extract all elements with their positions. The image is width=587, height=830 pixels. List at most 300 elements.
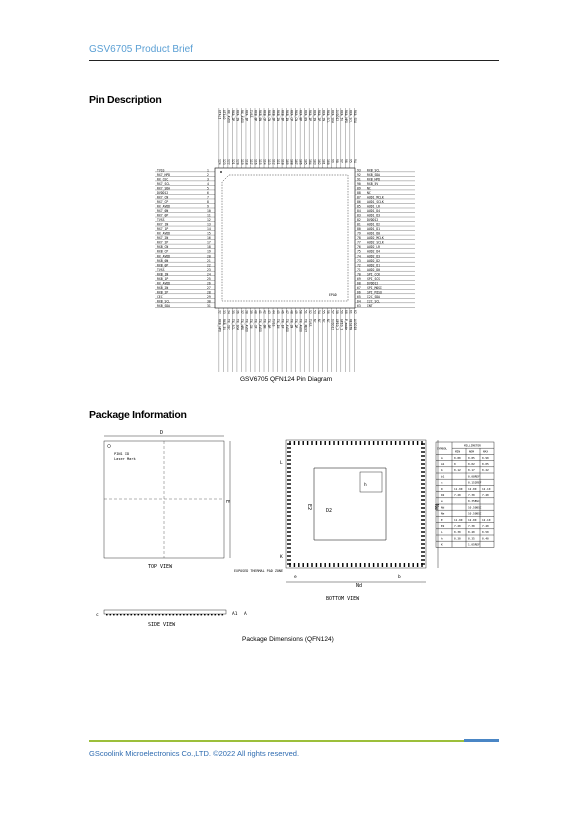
pin-name: TX_1N	[276, 319, 281, 329]
table-cell-value: 7.30	[468, 524, 475, 528]
pin-number: 35	[231, 310, 236, 314]
pin-name: CEC	[157, 294, 163, 299]
table-row	[441, 524, 489, 528]
side-view-a1-label: A1	[232, 612, 238, 617]
pin-diagram-caption: GSV6705 QFN124 Pin Diagram	[240, 376, 333, 383]
bottom-view-lead-right	[421, 447, 425, 448]
pin-number: 6	[207, 191, 209, 196]
bottom-view-lead-right	[421, 535, 425, 536]
pin-number: 5	[207, 186, 209, 191]
epad-label: EPAD	[329, 293, 337, 297]
pin-name: RXA_2N	[321, 110, 326, 122]
pin-name: RX_AVDD	[157, 254, 171, 259]
pin-number: 49	[294, 310, 299, 314]
pin-top-115	[258, 108, 262, 168]
document-header-title: GSV6705 Product Brief	[89, 44, 193, 55]
table-cell-value: 0.40	[482, 536, 489, 541]
pin-name: RXA_CP	[289, 110, 294, 122]
bottom-view-lead-left	[287, 551, 291, 552]
bottom-view-lead-bottom	[298, 563, 299, 567]
pin-top-107	[294, 108, 298, 168]
bottom-view-lead-left	[287, 491, 291, 492]
pin-right-64	[355, 299, 415, 303]
pin-name: AUD1_D0	[367, 231, 381, 236]
pin-number: 3	[207, 177, 209, 182]
bottom-view-lead-bottom	[386, 563, 387, 567]
pin-name: GPIO_2	[334, 319, 339, 331]
pin-number: 9	[207, 204, 209, 209]
pin-name: TX_AVDD	[298, 319, 303, 333]
pin-top-112	[272, 108, 276, 168]
table-row	[441, 468, 489, 472]
pin-number: 76	[357, 245, 361, 250]
pin-number: 81	[357, 222, 361, 227]
bottom-view-lead-right	[421, 471, 425, 472]
bottom-view-lead-right	[421, 451, 425, 452]
table-cell-value: 0.85	[468, 455, 475, 460]
bottom-view-lead-right	[421, 463, 425, 464]
pin-left-31	[155, 304, 215, 308]
pin-left-26	[155, 281, 215, 285]
pin-number: 4	[207, 182, 209, 187]
pin-number: 86	[357, 200, 361, 205]
bottom-view-e2-label: E2	[306, 504, 312, 511]
pin-name: DVDD12	[157, 191, 169, 196]
bottom-view-lead-right	[421, 475, 425, 476]
pin-top-117	[249, 108, 253, 168]
pin-number: 10	[207, 209, 211, 214]
bottom-view-lead-right	[421, 547, 425, 548]
chip-body	[215, 168, 355, 308]
table-cell-value: 7.30	[468, 493, 475, 497]
pin-bottom-37	[240, 308, 244, 372]
table-cell-value: 0.05	[482, 462, 489, 466]
pin-number: 25	[207, 276, 211, 281]
exposed-pad-label: EXPOSED THERMAL PAD ZONE	[234, 569, 283, 573]
top-view-pin1-label: PIN1 ID	[114, 452, 130, 456]
pin-right-75	[355, 250, 415, 254]
side-view-lead	[176, 614, 178, 615]
pin-number: 41	[258, 310, 263, 314]
pin-number: 75	[357, 249, 361, 254]
pin-number: 105	[303, 159, 308, 165]
pin-number: 121	[231, 159, 236, 165]
pin-right-89	[355, 187, 415, 191]
bottom-view-nd-label: Nd	[356, 583, 363, 589]
pin-name: TX_1P	[280, 319, 285, 329]
table-cell-value: 0.12	[454, 468, 461, 473]
pin-name: AUD2_SCLK	[367, 240, 384, 245]
pin-name: TX_AVDD	[258, 319, 263, 333]
pin-name: AUD1_D1	[367, 227, 381, 232]
pin-name: RXB_1N	[157, 272, 169, 277]
pin-left-27	[155, 286, 215, 290]
pin-right-88	[355, 191, 415, 195]
bottom-view-lead-left	[287, 447, 291, 448]
pin-top-110	[281, 108, 285, 168]
pin-number: 77	[357, 240, 361, 245]
pin-name: RXA_SCL	[348, 110, 353, 124]
pin-name: RXB_2P	[271, 110, 276, 122]
pin-number: 115	[258, 159, 263, 165]
table-cell-value: 0.30	[454, 530, 461, 535]
table-cell-symbol: b1	[441, 474, 445, 479]
bottom-view-lead-top	[307, 441, 308, 445]
footer-rule-blue	[464, 739, 499, 742]
pin-number: 66	[357, 290, 361, 295]
pin-number: 7	[207, 195, 209, 200]
pin-number: 71	[357, 267, 361, 272]
pin-top-111	[276, 108, 280, 168]
bottom-view-lead-bottom	[294, 563, 295, 567]
pin-name: RXB_HPD	[367, 177, 381, 182]
bottom-view-lead-left	[287, 559, 291, 560]
pin-name: AVDD18	[352, 319, 357, 331]
pin-right-72	[355, 263, 415, 267]
pin-right-81	[355, 223, 415, 227]
pin-number: 67	[357, 285, 361, 290]
bottom-view-lead-top	[364, 441, 365, 445]
table-cell-symbol: D	[441, 486, 443, 491]
table-row	[441, 543, 480, 547]
pin-number: 87	[357, 195, 361, 200]
pin-name: AUD1_SCLK	[367, 200, 384, 205]
pin-bottom-38	[245, 308, 249, 372]
pin-left-9	[155, 205, 215, 209]
bottom-view-lead-top	[320, 441, 321, 445]
side-view-lead	[117, 614, 119, 615]
pin-right-70	[355, 272, 415, 276]
pin-number: 17	[207, 240, 211, 245]
table-cell-value: 10.50BSC	[468, 511, 482, 516]
table-column-header: NOM	[469, 449, 475, 454]
table-cell-symbol: A	[441, 455, 443, 460]
pin-number: 61	[348, 310, 353, 314]
bottom-view-lead-bottom	[307, 563, 308, 567]
pin-number: 122	[226, 159, 231, 165]
side-view-c-label: c	[96, 613, 99, 618]
bottom-view-lead-right	[421, 479, 425, 480]
pin-top-106	[299, 108, 303, 168]
side-view-lead	[173, 614, 175, 615]
pin-left-24	[155, 272, 215, 276]
pin-name: RXB_HPD	[217, 319, 222, 333]
pin-name: TX_0N	[262, 319, 267, 329]
side-view-lead	[127, 614, 129, 615]
table-row	[441, 512, 482, 516]
pin-number: 89	[357, 186, 361, 191]
pin-left-8	[155, 200, 215, 204]
pin-number: 50	[298, 310, 303, 314]
pin-name: AUD2_D3	[367, 254, 381, 259]
side-view-lead	[134, 614, 136, 615]
table-cell-value: 7.40	[482, 493, 489, 497]
pin-name: RXB_0P	[253, 110, 258, 122]
pin-left-20	[155, 254, 215, 258]
table-cell-value: 0.30	[454, 536, 461, 541]
pin-name: RXA_1P	[307, 110, 312, 122]
bottom-view-lead-top	[391, 441, 392, 445]
pin-name: AUD2_D2	[367, 258, 381, 263]
pin-bottom-45	[276, 308, 280, 372]
pin-number: 11	[207, 213, 211, 218]
table-cell-value: 1.05REF	[468, 542, 480, 547]
pin-number: 54	[316, 310, 321, 314]
bottom-view-lead-right	[421, 563, 425, 564]
pin-number: 48	[289, 310, 294, 314]
pin-right-84	[355, 209, 415, 213]
pin-name: RX_AVDD	[226, 110, 231, 124]
bottom-view-d2-label: D2	[326, 508, 333, 514]
table-row	[441, 499, 480, 503]
pin-number: 47	[285, 310, 290, 314]
pin-bottom-56	[326, 308, 330, 372]
pin-bottom-61	[348, 308, 352, 372]
pin-top-121	[231, 108, 235, 168]
pin-description-heading: Pin Description	[89, 94, 162, 106]
pin-number: 56	[325, 310, 330, 314]
table-cell-value: 11.90	[454, 517, 463, 522]
table-cell-symbol: L	[441, 530, 443, 535]
pin-bottom-59	[339, 308, 343, 372]
pin-name: RX7_1P	[157, 227, 169, 232]
bottom-view-lead-left	[287, 511, 291, 512]
pin-number: 98	[334, 159, 339, 163]
bottom-view-lead-left	[287, 507, 291, 508]
pin-name: RXB_2N	[276, 110, 281, 122]
bottom-view-lead-top	[329, 441, 330, 445]
bottom-view-lead-bottom	[404, 563, 405, 567]
bottom-view-lead-left	[287, 555, 291, 556]
bottom-view-lead-right	[421, 527, 425, 528]
pin-name: AUD1_D4	[367, 209, 381, 214]
pin-right-79	[355, 232, 415, 236]
pin-number: 39	[249, 310, 254, 314]
pin-right-68	[355, 281, 415, 285]
pin-name: RXB_CP	[262, 110, 267, 122]
pin-top-123	[222, 108, 226, 168]
bottom-view-lead-left	[287, 523, 291, 524]
pin-right-91	[355, 177, 415, 181]
bottom-view-lead-bottom	[369, 563, 370, 567]
pin-name: RX7_HPD	[157, 172, 171, 177]
pin-right-86	[355, 200, 415, 204]
table-cell-symbol: D2	[441, 493, 445, 497]
pin-number: 60	[343, 310, 348, 314]
pin-name: TX_2N	[289, 319, 294, 329]
bottom-view-l-label: L	[280, 461, 283, 466]
pin-number: 120	[235, 159, 240, 165]
table-cell-symbol: b	[441, 468, 443, 473]
pin-name: AUD1_LR	[367, 204, 381, 209]
table-cell-value: 0.40	[468, 530, 475, 535]
bottom-view-lead-top	[342, 441, 343, 445]
bottom-view-lead-left	[287, 451, 291, 452]
side-view-lead	[155, 614, 157, 615]
bottom-view-lead-top	[360, 441, 361, 445]
pin-number: 13	[207, 222, 211, 227]
pin-number: 20	[207, 254, 211, 259]
pin-top-97	[339, 108, 343, 168]
bottom-view-lead-left	[287, 475, 291, 476]
table-cell-value: 12.00	[468, 486, 477, 491]
bottom-view-lead-left	[287, 495, 291, 496]
pin-name: RX_CEC	[157, 177, 169, 182]
pin-number: 101	[321, 159, 326, 165]
bottom-view-lead-bottom	[351, 563, 352, 567]
pin-name: AUD2_MCLK	[367, 236, 384, 241]
bottom-view-lead-left	[287, 463, 291, 464]
pin-number: 55	[321, 310, 326, 314]
side-view-lead	[197, 614, 199, 615]
bottom-view-lead-top	[377, 441, 378, 445]
bottom-view-lead-top	[351, 441, 352, 445]
pin-name: NC	[367, 191, 371, 196]
pin-number: 16	[207, 236, 211, 241]
pin-number: 83	[357, 213, 361, 218]
pin-left-12	[155, 218, 215, 222]
bottom-view-lead-top	[347, 441, 348, 445]
pin-number: 26	[207, 281, 211, 286]
pin-top-124	[217, 108, 221, 168]
pin-number: 94	[352, 159, 357, 163]
pin-name: TVSS	[271, 319, 276, 327]
top-view-laser-mark-label: Laser Mark	[114, 457, 136, 461]
pin-bottom-41	[258, 308, 262, 372]
bottom-view-lead-bottom	[342, 563, 343, 567]
pin-number: 90	[357, 182, 361, 187]
bottom-view-lead-bottom	[347, 563, 348, 567]
bottom-view-lead-bottom	[325, 563, 326, 567]
pin1-dot	[108, 445, 111, 448]
pin-number: 78	[357, 236, 361, 241]
pin-bottom-32	[217, 308, 221, 372]
bottom-view-lead-bottom	[399, 563, 400, 567]
bottom-view-lead-right	[421, 539, 425, 540]
table-cell-symbol: Nd	[441, 505, 445, 510]
pin-number: 118	[244, 159, 249, 165]
bottom-view-lead-left	[287, 531, 291, 532]
table-cell-value: 10.50BSC	[468, 505, 482, 510]
pin-number: 22	[207, 263, 211, 268]
pin-number: 14	[207, 227, 211, 232]
pin-name: TVSS	[157, 267, 165, 272]
footer-copyright: GScoolink Microelectronics Co.,LTD. ©2022 All rights reserved.	[89, 749, 300, 758]
bottom-view-lead-top	[408, 441, 409, 445]
pin-number: 32	[217, 310, 222, 314]
pin-right-77	[355, 241, 415, 245]
bottom-view-lead-left	[287, 527, 291, 528]
pin-left-4	[155, 182, 215, 186]
pin-bottom-58	[335, 308, 339, 372]
pin-name: RX7_1N	[157, 222, 169, 227]
pin-number: 8	[207, 200, 209, 205]
pin-number: 123	[221, 159, 226, 165]
pin-name: RXA_2P	[231, 110, 236, 122]
bottom-view-lead-top	[373, 441, 374, 445]
pin-name: RXB_CP	[157, 249, 169, 254]
pin-top-95	[348, 108, 352, 168]
pin-top-120	[236, 108, 240, 168]
package-dimensions-caption: Package Dimensions (QFN124)	[242, 636, 334, 643]
side-view-lead	[190, 614, 192, 615]
pin-name: RXB_5V	[367, 182, 379, 187]
table-cell-symbol: c	[441, 480, 443, 485]
pin-number: 30	[207, 299, 211, 304]
pin-number: 82	[357, 218, 361, 223]
table-header-symbol: SYMBOL	[437, 446, 448, 451]
pin-bottom-55	[321, 308, 325, 372]
pin-number: 108	[289, 159, 294, 165]
pin-number: 97	[339, 159, 344, 163]
side-view-lead	[138, 614, 140, 615]
bottom-view-lead-top	[399, 441, 400, 445]
side-view-label: SIDE VIEW	[148, 622, 176, 628]
pin-right-67	[355, 286, 415, 290]
side-view-lead	[201, 614, 203, 615]
pin-number: 112	[271, 159, 276, 165]
pin-number: 80	[357, 227, 361, 232]
pin-left-21	[155, 259, 215, 263]
pin-number: 104	[307, 159, 312, 165]
bottom-view-lead-bottom	[320, 563, 321, 567]
pin-bottom-62	[353, 308, 357, 372]
table-cell-value: 7.20	[454, 493, 461, 497]
footer-rule-green	[89, 740, 464, 742]
pin-number: 42	[262, 310, 267, 314]
pin-number: 102	[316, 159, 321, 165]
pin-bottom-33	[222, 308, 226, 372]
table-row	[441, 481, 482, 485]
pin-right-80	[355, 227, 415, 231]
table-cell-symbol: E	[441, 517, 443, 522]
pin-name: RXB_CN	[157, 245, 169, 250]
pin-number: 93	[357, 168, 361, 173]
pin-name: XTALI	[217, 110, 222, 120]
pin-number: 40	[253, 310, 258, 314]
pin-number: 37	[240, 310, 245, 314]
side-view-lead	[124, 614, 126, 615]
pin-left-29	[155, 295, 215, 299]
pin-name: RXA_0N	[303, 110, 308, 122]
pin-number: 109	[285, 159, 290, 165]
pin-number: 95	[348, 159, 353, 163]
pin-left-28	[155, 290, 215, 294]
pin-left-22	[155, 263, 215, 267]
pin-bottom-40	[254, 308, 258, 372]
pin-diagram-svg	[155, 108, 415, 372]
pin-left-2	[155, 173, 215, 177]
pin-number: 59	[339, 310, 344, 314]
pin-name: RXB_0N	[157, 258, 169, 263]
bottom-view-lead-bottom	[413, 563, 414, 567]
side-view-body	[104, 610, 226, 614]
pin-bottom-51	[303, 308, 307, 372]
pin-right-87	[355, 196, 415, 200]
bottom-view-lead-right	[421, 467, 425, 468]
bottom-view-lead-bottom	[417, 563, 418, 567]
pin-left-5	[155, 187, 215, 191]
bottom-view-lead-left	[287, 483, 291, 484]
bottom-view-lead-bottom	[303, 563, 304, 567]
bottom-view-lead-left	[287, 543, 291, 544]
table-cell-symbol: Ne	[441, 511, 445, 516]
bottom-view-lead-left	[287, 471, 291, 472]
pin-left-6	[155, 191, 215, 195]
table-cell-value: 11.90	[454, 486, 463, 491]
pin-name: RX7_CP	[157, 200, 169, 205]
pin-number: 58	[334, 310, 339, 314]
